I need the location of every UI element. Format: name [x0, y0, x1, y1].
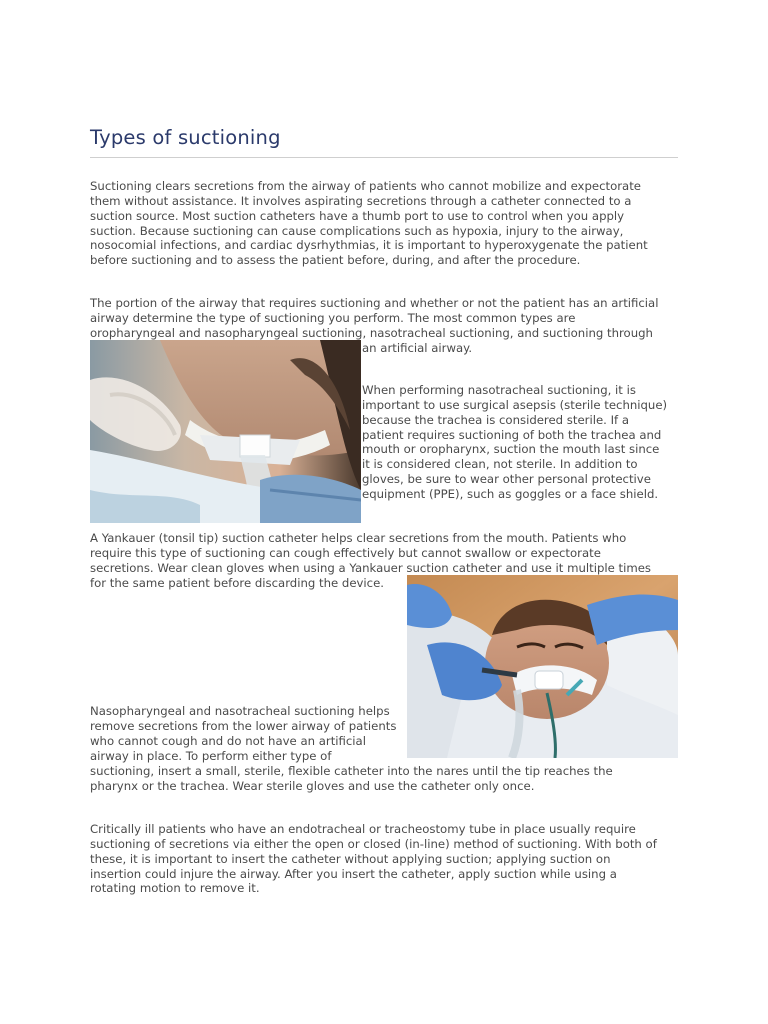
text-line: for the same patient before discarding the device.	[90, 575, 385, 590]
oral-suction-patient-photo	[407, 575, 678, 758]
text-line: oropharyngeal and nasopharyngeal suctioning, nasotracheal suctioning, and suctioning through	[90, 325, 653, 340]
text-line: A Yankauer (tonsil tip) suction catheter helps clear secretions from the mouth. Patients who	[90, 531, 627, 545]
text-line: an artificial airway.	[362, 341, 473, 355]
text-line: because the trachea is considered sterile. If a	[362, 412, 630, 427]
text-line: secretions. Wear clean gloves when using a Yankauer suction catheter and use it multiple times	[90, 560, 652, 575]
text-line: suctioning, insert a small, sterile, flexible catheter into the nares until the tip reaches the	[90, 764, 613, 778]
text-line: suctioning of secretions via either the open or closed (in-line) method of suctioning. With both of	[90, 836, 657, 851]
text-line: pharynx or the trachea. Wear sterile gloves and use the catheter only once.	[90, 778, 535, 793]
text-line: before suctioning and to assess the patient before, during, and after the procedure.	[90, 253, 581, 268]
text-line: suction. Because suctioning can cause complications such as hypoxia, injury to the airway,	[90, 223, 624, 238]
text-line: The portion of the airway that requires suctioning and whether or not the patient has an artificial	[90, 296, 659, 310]
text-line: Nasopharyngeal and nasotracheal suctioning helps	[90, 704, 390, 718]
text-line: patient requires suctioning of both the trachea and	[362, 427, 662, 442]
text-line: rotating motion to remove it.	[90, 881, 260, 896]
tracheostomy-suction-photo	[90, 340, 361, 523]
text-line: airway determine the type of suctioning you perform. The most common types are	[90, 310, 576, 325]
text-line: gloves, be sure to wear other personal protective	[362, 472, 651, 487]
nasopharyngeal-paragraph	[90, 704, 406, 763]
text-line: nosocomial infections, and cardiac dysrhythmias, it is important to hyperoxygenate the patient	[90, 238, 648, 253]
text-line: insertion could injure the airway. After you insert the catheter, apply suction while using a	[90, 866, 617, 881]
artificial-airway-paragraph	[90, 822, 680, 896]
text-line: who cannot cough and do not have an artificial	[90, 733, 366, 748]
text-line: them without assistance. It involves aspirating secretions through a catheter connected to a	[90, 193, 632, 208]
nasotracheal-asepsis-paragraph	[362, 383, 678, 502]
title-divider	[90, 157, 678, 158]
text-line: these, it is important to insert the catheter without applying suction; applying suction on	[90, 851, 611, 866]
page-title: Types of suctioning	[90, 126, 281, 149]
intro-paragraph	[90, 179, 680, 268]
suction-types-paragraph	[90, 296, 680, 341]
text-line: When performing nasotracheal suctioning, it is	[362, 383, 636, 397]
text-line: remove secretions from the lower airway of patients	[90, 718, 397, 733]
nasopharyngeal-paragraph-continued	[90, 764, 680, 794]
text-line: airway in place. To perform either type of	[90, 748, 332, 763]
suction-types-paragraph-tail	[362, 341, 678, 356]
text-line: suction source. Most suction catheters have a thumb port to use to control when you apply	[90, 208, 625, 223]
text-line: Suctioning clears secretions from the airway of patients who cannot mobilize and expectorate	[90, 179, 641, 193]
text-line: equipment (PPE), such as goggles or a face shield.	[362, 486, 659, 501]
text-line: important to use surgical asepsis (sterile technique)	[362, 397, 668, 412]
text-line: it is considered clean, not sterile. In addition to	[362, 457, 638, 472]
text-line: require this type of suctioning can cough effectively but cannot swallow or expectorate	[90, 545, 601, 560]
text-line: Critically ill patients who have an endotracheal or tracheostomy tube in place usually require	[90, 822, 636, 836]
text-line: mouth or oropharynx, suction the mouth last since	[362, 442, 660, 457]
